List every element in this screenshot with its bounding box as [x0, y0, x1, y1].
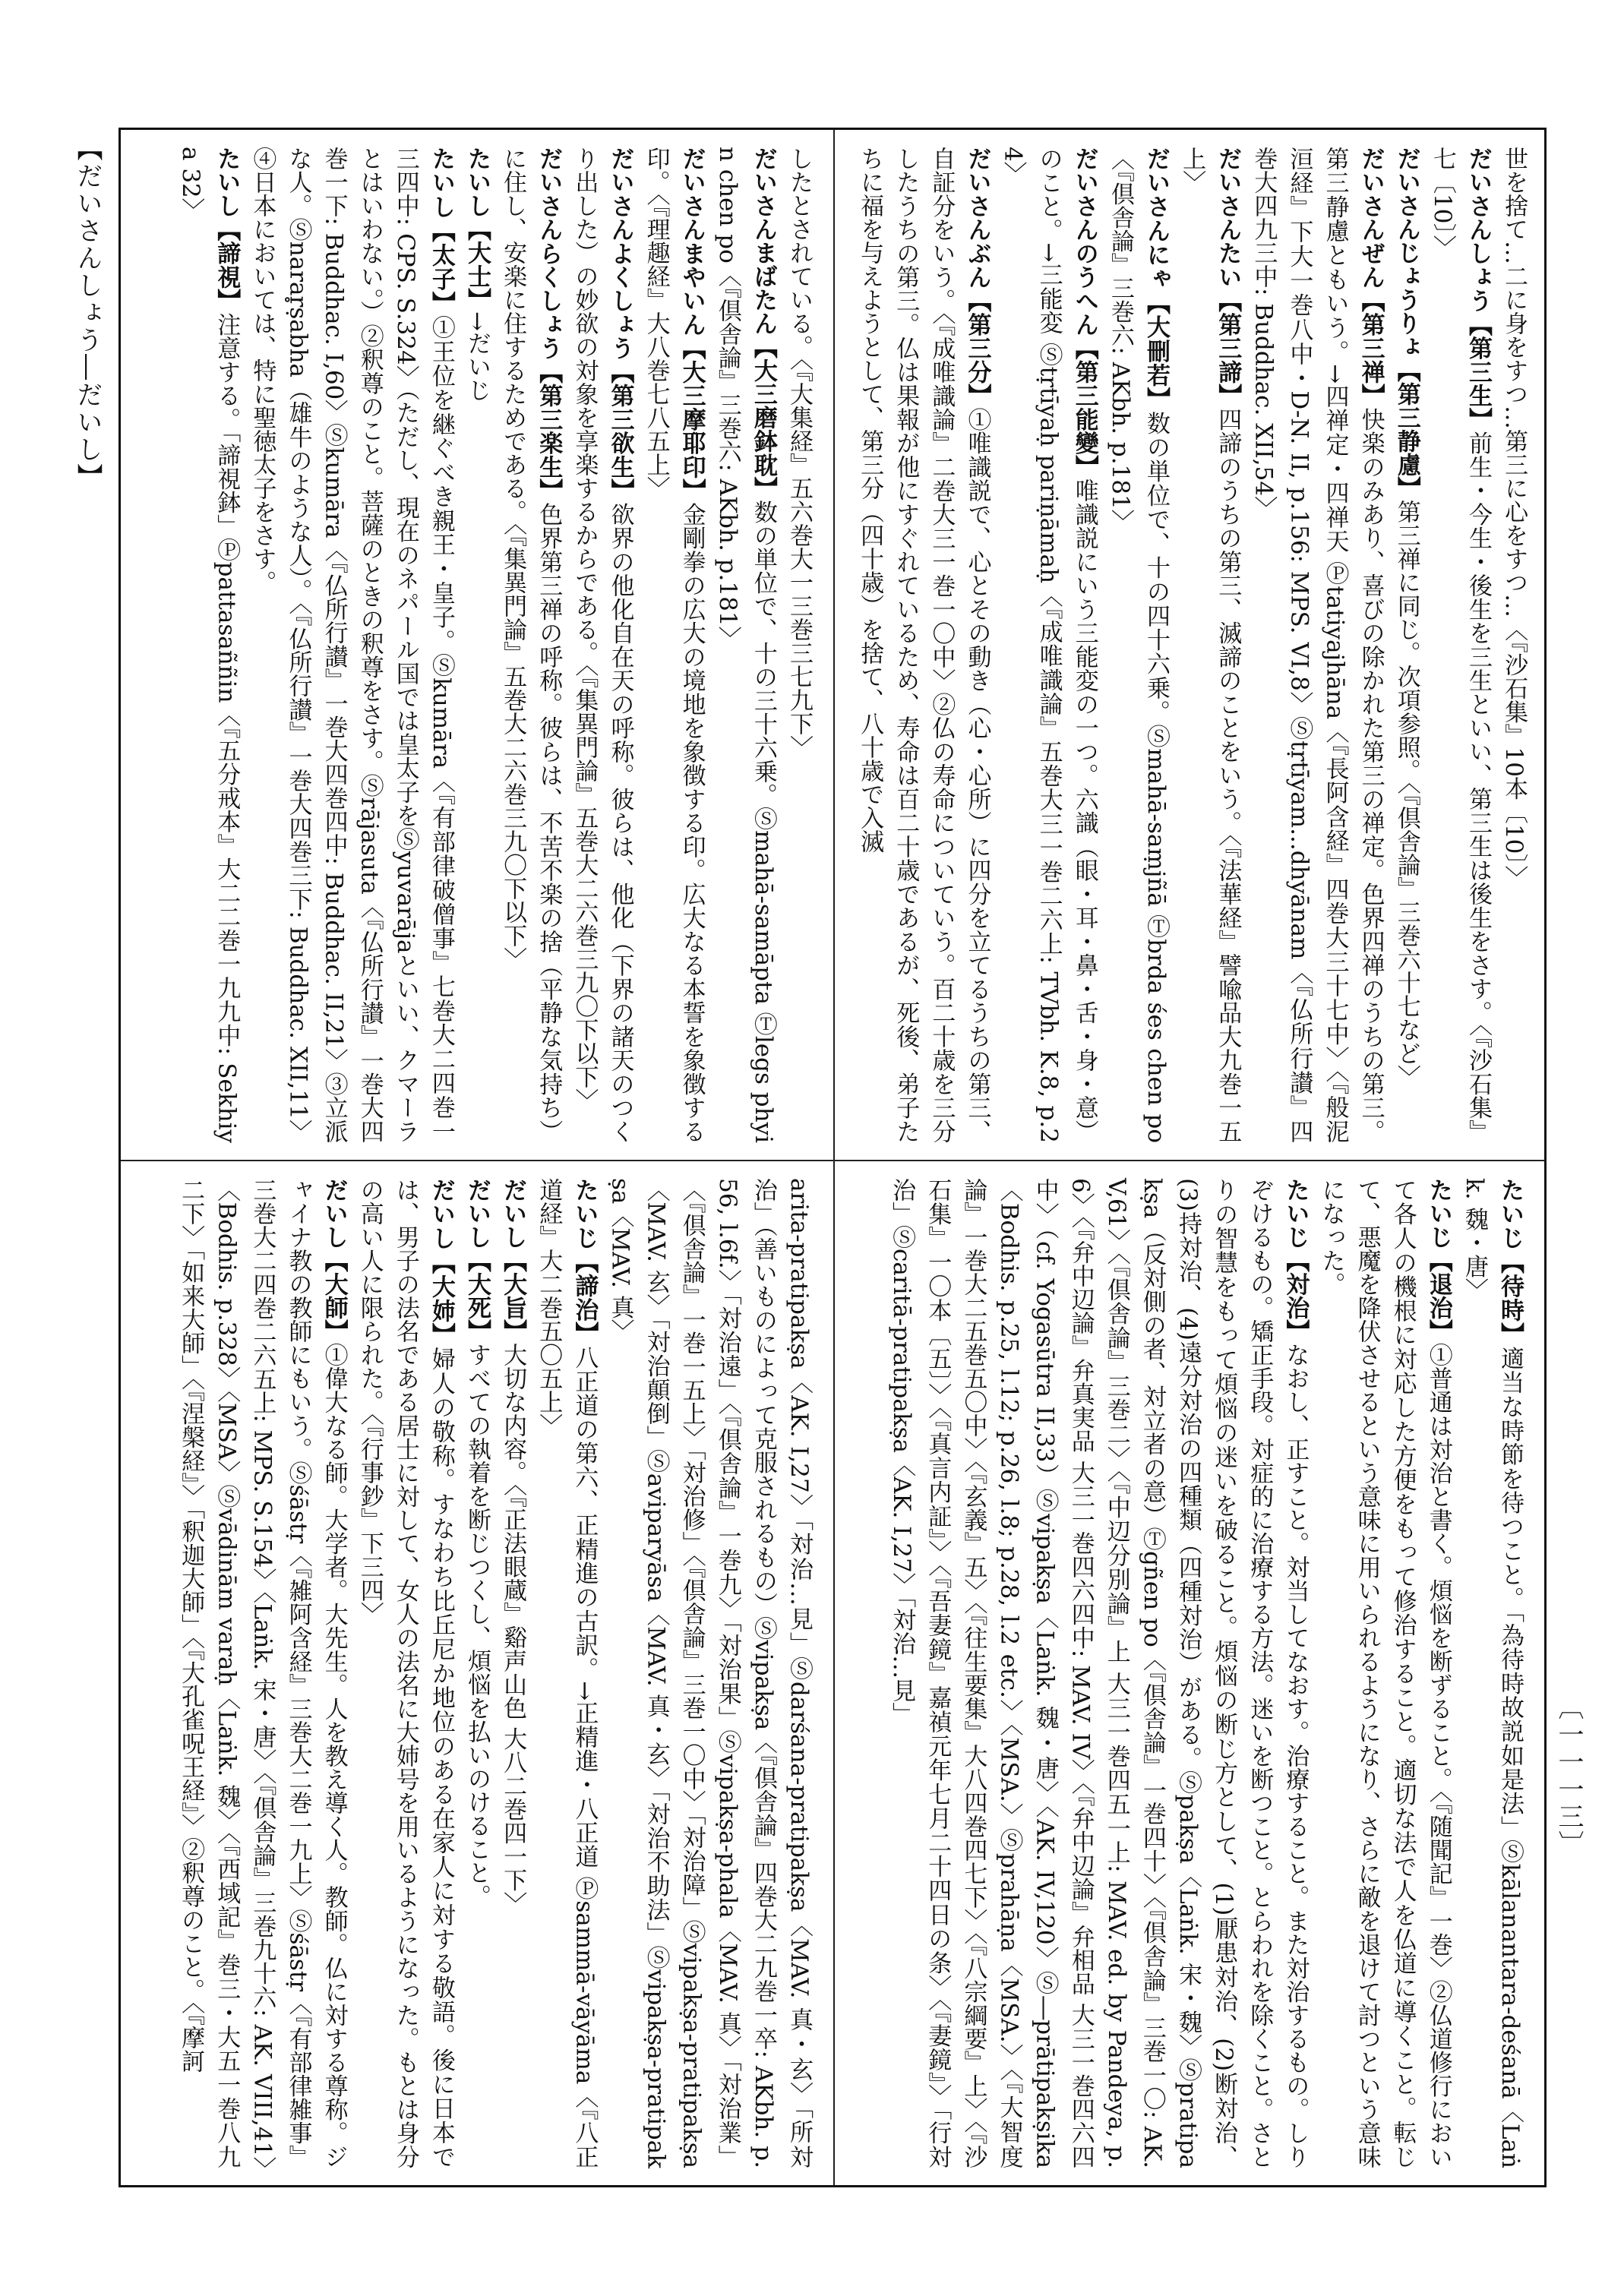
dictionary-entry [530, 1178, 602, 2168]
entry-definition: 金剛拳の広大の境地を象徴する印。広大なる本誓を象徴する印。〈『理趣経』大八巻七八五上〉 [642, 147, 706, 1144]
entry-headword: たいし【諦視】 [213, 147, 241, 313]
entry-definition: 世を捨て…二に身をすつ…第三に心をすつ…〈『沙石集』10本〔10〕〉 [1500, 147, 1528, 889]
dictionary-entry [172, 147, 244, 1143]
dictionary-entry [459, 147, 494, 1143]
entry-headword: だいさんらくしょう【第三楽生】 [535, 147, 563, 503]
dictionary-entry [494, 147, 566, 1143]
dictionary-entry [637, 147, 709, 1143]
entry-headword: だいさんしょう【第三生】 [1464, 147, 1492, 431]
panel-text [172, 147, 817, 1143]
dictionary-entry [1313, 1178, 1455, 2168]
entry-headword: だいし【大旨】 [499, 1178, 527, 1343]
entry-definition: 数の単位で、十の四十六乗。Ⓢmahā-saṃjñā Ⓣbrda śes chen po〈『倶舎論』三巻六: AKbh. p.181〉 [1106, 147, 1170, 1144]
entry-definition: ①偉大なる師。大学者。大先生。人を教え導く人。教師。仏に対する尊称。ジャイナ教の教師にもいう。Ⓢśāstṛ〈『雑阿含経』三巻大二巻一九上〉Ⓢśāstṛ〈『有部律雑事』三巻大二四巻二六五上: MPS. S.154〉〈Laṅk. 宋・唐〉〈『倶舎論』三巻九十六: AK. VIII,41〉〈Bodhis. p.328〉〈MSA〉Ⓢvādinām varaḥ〈Laṅk. 魏〉〈『西域記』巻三・大五一巻八九二下〉「如来大師」〈『涅槃経』〉「釈迦大師」〈『大孔雀呪王経』〉②釈尊のこと。〈『摩訶 [177, 1178, 348, 2169]
entry-headword: たいじ【対治】 [1281, 1178, 1310, 1344]
entry-definition: ①唯識説で、心とその動き（心・心所）に四分を立てるうちの第三、自証分をいう。〈『成唯識論』二巻大三一巻一〇中〉②仏の寿命についていう。百二十歳を三分したうちの第三。仏は果報が他にすぐれているため、寿命は百二十歳であるが、死後、弟子たちに福を与えようとして、第三分（四十歳）を捨て、八十歳で入滅 [856, 147, 991, 1144]
entry-definition: →だいじ [463, 311, 491, 402]
entry-definition: 婦人の敬称。すなわち比丘尼か地位のある在家人に対する敬語。後に日本では、男子の法名である居士に対して、女人の法名に大姉号を用いるようになった。もとは身分の高い人に限られた。〈『行事鈔』下三四〉 [355, 1178, 455, 2169]
entry-definition: 八正道の第六、正精進の古訳。→正精進・八正道 Ⓟsammā-vāyāma〈『八正道経』大二巻五〇五上〉 [535, 1178, 599, 2168]
panel-text [172, 1178, 817, 2168]
dictionary-entry [1389, 147, 1424, 1143]
entry-definition: 前生・今生・後生を三生といい、第三生は後生をさす。〈『沙石集』七〔10〕〉 [1428, 147, 1492, 1144]
entry-definition: 大切な内容。〈『正法眼蔵』谿声山色 大八二巻四一下〉 [499, 1343, 527, 1915]
entry-headword: だいさんまばたん【大三磨鉢耽】 [749, 147, 777, 501]
page-frame [118, 128, 1547, 2187]
entry-headword: だいさんよくしょう【第三欲生】 [606, 147, 634, 503]
dictionary-entry [1456, 1178, 1528, 2168]
dictionary-entry [172, 1178, 352, 2168]
dictionary-entry [994, 147, 1101, 1143]
entry-headword: たいし【大士】 [463, 147, 491, 311]
entry-definition: 唯識説にいう三能変の一つ。六識（眼・耳・鼻・舌・身・意）のこと。→三能変 Ⓢtṛtīyaḥ pariṇāmaḥ〈『成唯識論』五巻大三一巻二六上: TVbh. K.8, p.24〉 [999, 147, 1098, 1144]
entry-headword: たいじ【諦治】 [570, 1178, 599, 1346]
entry-headword: たいじ【待時】 [1496, 1178, 1524, 1347]
dictionary-entry [1245, 147, 1388, 1143]
entry-definition: arita-pratipakṣa〈AK. I,27〉「対治…見」Ⓢdarśana-pratipakṣa〈MAV. 真・玄〉「所対治」（善いものによって克服されるもの）Ⓢvipakṣa〈『倶舎論』四巻大二九巻一卒: AKbh. p.56, l.6f.〉「対治遠」〈『倶舎論』一巻九〉「対治果」Ⓢvipakṣa-phala〈MAV. 真〉「対治業」〈『倶舎論』一巻一五上〉「対治修」〈『倶舎論』三巻一〇中〉「対治障」Ⓢvipakṣa-pratipakṣa〈MAV. 玄〉「対治顛倒」Ⓢaviparyāsa〈MAV. 真・玄〉「対治不助法」Ⓢvipakṣa-pratipakṣa〈MAV. 真〉 [606, 1178, 813, 2168]
dictionary-entry [781, 147, 817, 1143]
dictionary-entry [883, 1178, 1313, 2168]
entry-definition: 四諦のうちの第三、滅諦のことをいう。〈『法華経』譬喩品大九巻一五上〉 [1178, 147, 1242, 1144]
entry-headword: だいし【大師】 [320, 1178, 348, 1344]
dictionary-entry [709, 147, 781, 1143]
entry-headword: だいさんたい【第三諦】 [1214, 147, 1242, 408]
entry-headword: だいさんぶん【第三分】 [963, 147, 991, 408]
entry-definition: 適当な時節を待つこと。「為待時故説如是法」Ⓢkālanantara-deśanā〈Laṅk. 魏・唐〉 [1460, 1178, 1524, 2169]
dictionary-entry [494, 1178, 530, 2168]
dictionary-entry [459, 1178, 494, 2168]
panel-text [883, 1178, 1528, 2168]
dictionary-entry [1424, 147, 1496, 1143]
dictionary-entry [566, 147, 637, 1143]
dictionary-entry [602, 1178, 817, 2168]
dictionary-entry [1174, 147, 1245, 1143]
entry-headword: たいし【太子】 [427, 147, 455, 316]
page-number: 〔一一一三〕 [1553, 1694, 1584, 1858]
entry-definition: なおし、正すこと。対当してなおす。治療すること。また対治するもの。しりぞけるもの。矯正手段。対症的に治療する方法。迷いを断つこと。とらわれを除くこと。さとりの智慧をもって煩悩の迷いを破ること。煩悩の断じ方として、(1)厭患対治、(2)断対治、(3)持対治、(4)遠分対治の四種類（四種対治）がある。Ⓢpakṣa〈Laṅk. 宋・魏〉Ⓢpratipakṣa（反対側の者、対立者の意）Ⓣgñen po〈『倶舎論』一巻四十〉〈『倶舎論』三巻一〇: AK. V,61〉〈『倶舎論』三巻二〉〈『中辺分別論』上 大三一巻四五一上: MAV. ed. by Pandeya, p.6〉〈『弁中辺論』弁真実品 大三一巻四六四中: MAV. IV〉〈『弁中辺論』弁相品 大三一巻四六四中〉（cf. Yogasūtra II,33）Ⓢvipakṣa〈Laṅk. 魏・唐〉〈AK. IV,120〉Ⓢ―prātipakṣika〈Bodhis. p.25, l.12; p.26, l.8; p.28, l.2 etc.〉〈MSA.〉Ⓢprahāṇa〈MSA.〉〈『大智度論』一巻大二五巻五〇中〉〈『玄義』五〉〈『往生要集』大八四巻四七下〉〈『八宗綱要』上〉〈『沙石集』一〇本〔五〕〉〈『真言内証』〉〈『吾妻鏡』嘉禎元年七月二十四日の条〉〈『妻鏡』〉「行対治」Ⓢcaritā-pratipakṣa〈AK. I,27〉「対治…見」 [888, 1178, 1310, 2169]
entry-headword: だいさんのうへん【第三能變】 [1070, 147, 1098, 479]
entry-definition: 色界第三禅の呼称。彼らは、不苦不楽の捨（平静な気持ち）に住し、安楽に住するためである。〈『集異門論』五巻大二六巻三九〇下以下〉 [499, 147, 563, 1144]
entry-headword: だいし【大姉】 [427, 1178, 455, 1347]
entry-headword: だいさんまやいん【大三摩耶印】 [678, 147, 706, 503]
panel-top-right [835, 130, 1544, 1160]
dictionary-entry [352, 1178, 459, 2168]
entry-headword: たいじ【退治】 [1424, 1178, 1452, 1344]
panel-top-left [121, 130, 833, 1160]
dictionary-entry [1102, 147, 1174, 1143]
entry-definition: 第三禅に同じ。次項参照。〈『倶舎論』三巻六十七など〉 [1392, 500, 1420, 1088]
entry-definition: したとされている。〈『大集経』五六巻大一三巻三七九下〉 [785, 147, 813, 759]
entry-headword: だいさんにゃ【大刪若】 [1142, 147, 1170, 412]
entry-definition: 注意する。「諦視鉢」Ⓟpattasaññin〈『五分戒本』大二二巻一九九中: Sekhiya 32〉 [177, 147, 241, 1144]
panel-bottom-left [121, 1161, 833, 2185]
dictionary-entry [851, 147, 994, 1143]
entry-definition: 快楽のみあり、喜びの除かれた第三の禅定。色界四禅のうちの第三。第三静慮ともいう。→四禅定・四禅天 Ⓟtatiyajhāna〈『長阿含経』四巻大三十七中〉〈『般泥洹経』下大一巻八中・D-N. II, p.156: MPS. VI,8〉Ⓢtṛtīyam...dhyānam〈『仏所行讃』四巻大四九三中: Buddhac. XII,54〉 [1250, 147, 1385, 1144]
entry-headword: だいし【大死】 [463, 1178, 491, 1343]
dictionary-entry [244, 147, 459, 1143]
running-head: 【だいさんしょう―だいし】 [72, 135, 103, 491]
panel-text [851, 147, 1531, 1143]
entry-definition: 数の単位で、十の三十六乗。Ⓢmahā-samāpta Ⓣlegs phyin chen po〈『倶舎論』三巻六: AKbh. p.181〉 [713, 147, 777, 1144]
dictionary-entry [1496, 147, 1531, 1143]
panel-bottom-right [835, 1161, 1544, 2185]
entry-headword: だいさんじょうりょ【第三静慮】 [1392, 147, 1420, 500]
entry-definition: ①王位を継ぐべき親王・皇子。Ⓢkumāra〈『有部律破僧事』七巻大二四巻一三四中: CPS. S.324〉（ただし、現在のネパール国では皇太子をⓈyuvarājaといい、クマーラとはいわない。）②釈尊のこと。菩薩のときの釈尊をさす。Ⓢrājasuta〈『仏所行讃』一巻大四巻一下: Buddhac. I,60〉Ⓢkumāra〈『仏所行讃』一巻大四巻四中: Buddhac. II,21〉③立派な人。Ⓢnarar̥ṣabha（雄牛のような人）。〈『仏所行讃』一巻大四巻三下: Buddhac. XII,11〉④日本においては、特に聖徳太子をさす。 [248, 147, 455, 1143]
entry-definition: ①普通は対治と書く。煩悩を断ずること。〈『随聞記』一巻〉②仏道修行において各人の機根に対応した方便をもって修治すること。適切な法で人を仏道に導くこと。転じて、悪魔を降伏させるという意味に用いられるようになり、さらに敵を退けて討つという意味になった。 [1317, 1178, 1452, 2169]
entry-definition: 欲界の他化自在天の呼称。彼らは、他化（下界の諸天のつくり出した）の妙欲の対象を享楽するからである。〈『集異門論』五巻大二六巻三九〇下以下〉 [570, 147, 634, 1144]
entry-definition: すべての執着を断じつくし、煩悩を払いのけること。 [463, 1343, 491, 1908]
entry-headword: だいさんぜん【第三禅】 [1357, 147, 1385, 408]
